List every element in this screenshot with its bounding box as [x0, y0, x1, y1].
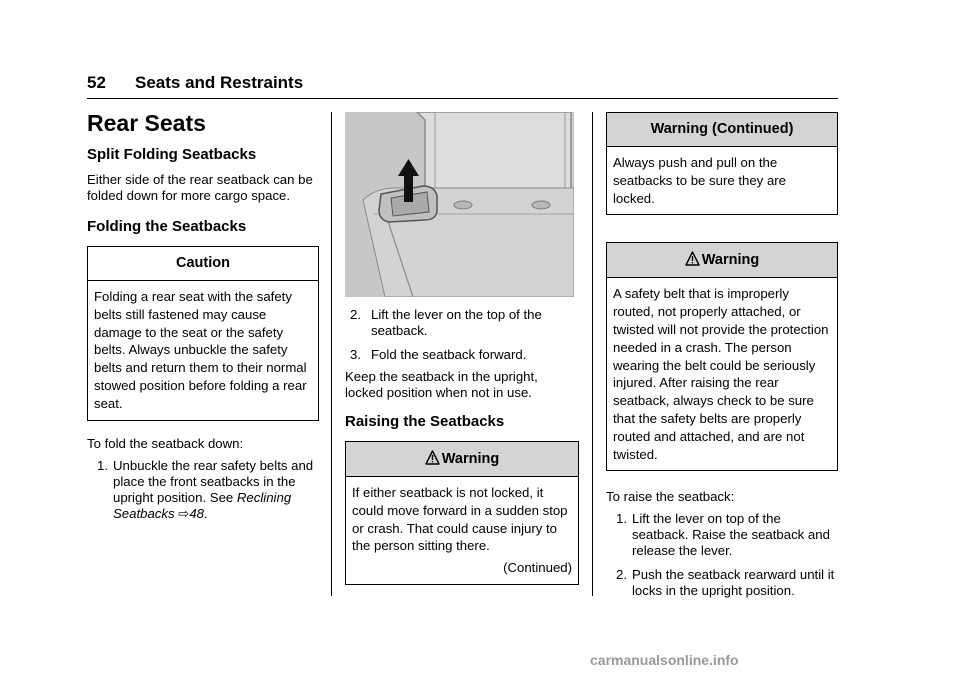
upright-note: Keep the seatback in the upright, locked position when not in use.: [345, 369, 538, 400]
raise-steps-intro: To raise the seatback:: [606, 489, 735, 505]
continued-label: (Continued): [503, 560, 572, 576]
fold-steps-intro: To fold the seatback down:: [87, 435, 244, 451]
cross-reference-link[interactable]: Reclining Seatbacks: [113, 489, 292, 521]
column-divider: [592, 112, 593, 596]
warning-box: [345, 441, 579, 585]
section-title: Seats and Restraints: [135, 73, 304, 92]
warning-body: If either seatback is not locked, it could move forward in a sudden stop or crash. That could cause injury to the person sitting there. (Continued): [352, 485, 572, 576]
warning-2-body: A safety belt that is improperly routed, not properly attached, or twisted will not provide the protection needed in a crash. The person wearing the belt could be seriously injured. After raising the rear seatback, always check to be sure that the safety belts are properly routed and attached, and are not twisted.: [613, 286, 829, 462]
warning-triangle-icon: [425, 450, 440, 465]
column-1: [87, 110, 319, 530]
warning-2-title: Warning: [607, 243, 837, 278]
list-item: 2. Push the seatback rearward until it locks in the upright position.: [616, 567, 835, 599]
column-divider: [331, 112, 332, 596]
list-item: 1. Unbuckle the rear safety belts and place the front seatbacks in the upright position. See Reclining Seatbacks ⇨48.: [97, 457, 314, 521]
subtitle: Split Folding Seatbacks: [87, 146, 257, 163]
page-header: [87, 70, 838, 99]
seatback-lever-illustration: [345, 112, 574, 297]
folding-heading: Folding the Seatbacks: [87, 218, 247, 235]
raising-heading: Raising the Seatbacks: [345, 413, 505, 430]
seatback-illustration-svg: [345, 112, 574, 297]
page-title: Rear Seats: [87, 110, 206, 136]
column-3: [606, 112, 838, 607]
watermark: carmanualsonline.info: [590, 652, 739, 668]
warning-continued-body: Always push and pull on the seatbacks to be sure they are locked.: [613, 155, 787, 206]
page-number: 52: [87, 73, 106, 92]
warning-triangle-icon: [685, 251, 700, 266]
warning-continued-box: [606, 112, 838, 215]
page-ref-icon: ⇨: [178, 505, 190, 521]
caution-title: Caution: [88, 247, 318, 281]
warning-continued-title: Warning (Continued): [607, 113, 837, 147]
column-2: [345, 112, 579, 585]
caution-box: [87, 246, 319, 421]
warning-box-2: [606, 242, 838, 471]
list-item: 2. Lift the lever on the top of the seatback.: [350, 307, 542, 338]
intro-text: Either side of the rear seatback can be folded down for more cargo space.: [87, 172, 313, 203]
caution-body: Folding a rear seat with the safety belts still fastened may cause damage to the seat or the safety belts. Always unbuckle the safety belts and return them to their normal stowed position before folding a rear seat.: [94, 289, 307, 411]
warning-title: Warning: [346, 442, 578, 477]
list-item: 1. Lift the lever on top of the seatback. Raise the seatback and release the lever.: [616, 511, 830, 559]
cross-reference-page[interactable]: 48: [189, 505, 204, 521]
list-item: 3. Fold the seatback forward.: [350, 347, 527, 362]
